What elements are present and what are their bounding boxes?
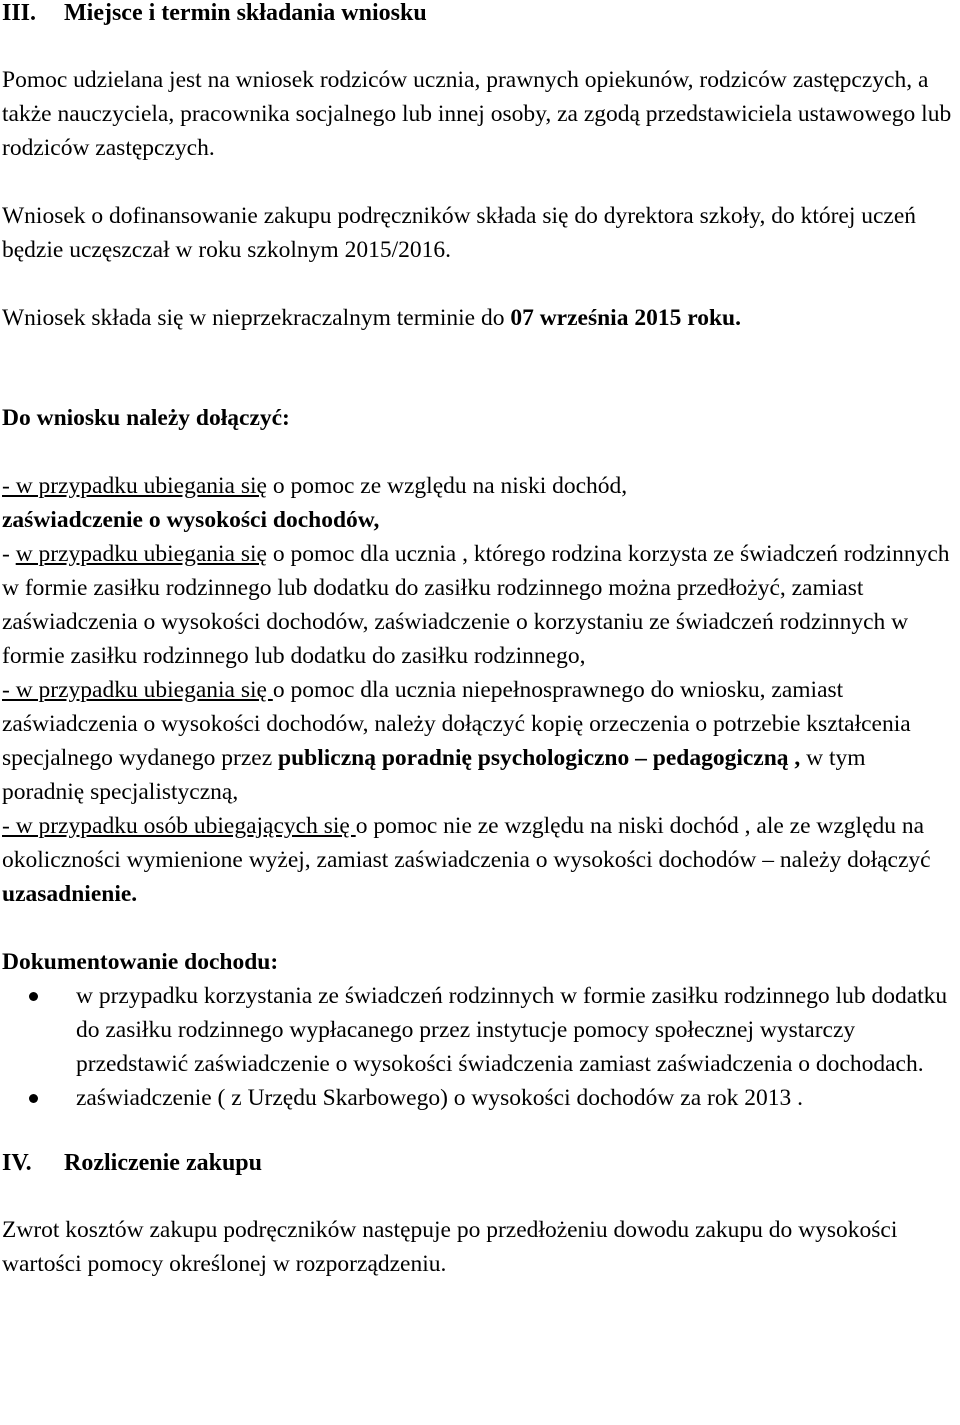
attachments-heading: Do wniosku należy dołączyć: <box>2 405 290 431</box>
deadline-date: 07 września 2015 roku. <box>510 305 741 331</box>
section-heading-iii <box>2 0 952 30</box>
attachment-item: - w przypadku osób ubiegających się o pomoc nie ze względu na niski dochód , ale ze względu na okoliczności wymienione wyżej, zamiast zaświadczenia o wysokości dochodów – należy dołączyć uzasadnienie. <box>2 813 931 907</box>
attachment-item: - w przypadku ubiegania się o pomoc dla ucznia , którego rodzina korzysta ze świadczeń rodzinnych w formie zasiłku rodzinnego lub dodatku do zasiłku rodzinnego można przedłożyć, zamiast zaświadczenia o wysokości dochodów, zaświadczenie o korzystaniu ze świadczeń rodzinnych w formie zasiłku rodzinnego lub dodatku do zasiłku rodzinnego, <box>2 541 950 669</box>
list-item: zaświadczenie ( z Urzędu Skarbowego) o wysokości dochodów za rok 2013 . <box>2 1081 952 1115</box>
section-number: III. <box>2 0 37 26</box>
list-item: w przypadku korzystania ze świadczeń rodzinnych w formie zasiłku rodzinnego lub dodatku do zasiłku rodzinnego wypłacanego przez instytucje pomocy społecznej wystarczy przedstawić zaświadczenie o wysokości świadczenia zamiast zaświadczenia o dochodach. <box>2 979 952 1081</box>
income-heading: Dokumentowanie dochodu: <box>2 949 279 975</box>
section-heading-iv <box>2 1146 952 1180</box>
paragraph-who-applies: Pomoc udzielana jest na wniosek rodziców ucznia, prawnych opiekunów, rodziców zastępczych, a także nauczyciela, pracownika socjalnego lub innej osoby, za zgodą przedstawiciela ustawowego lub rodziców zastępczych. <box>2 67 952 161</box>
attachment-item: - w przypadku ubiegania się o pomoc dla ucznia niepełnosprawnego do wniosku, zamiast zaświadczenia o wysokości dochodów, należy dołączyć kopię orzeczenia o potrzebie kształcenia specjalnego wydanego przez publiczną poradnię psychologiczno – pedagogiczną , w tym poradnię specjalistyczną, <box>2 677 911 805</box>
paragraph-where-submit: Wniosek o dofinansowanie zakupu podręczników składa się do dyrektora szkoły, do której uczeń będzie uczęszczał w roku szkolnym 2015/2016. <box>2 203 917 263</box>
section-title: Rozliczenie zakupu <box>64 1150 262 1176</box>
paragraph-reimbursement: Zwrot kosztów zakupu podręczników następuje po przedłożeniu dowodu zakupu do wysokości wartości pomocy określonej w rozporządzeniu. <box>2 1217 898 1277</box>
section-number: IV. <box>2 1150 32 1176</box>
attachments-list <box>2 469 952 911</box>
paragraph-deadline: Wniosek składa się w nieprzekraczalnym terminie do 07 września 2015 roku. <box>2 305 741 331</box>
bullet-icon <box>29 1094 38 1103</box>
section-title: Miejsce i termin składania wniosku <box>64 0 427 26</box>
bullet-icon <box>29 992 38 1001</box>
attachment-item: - w przypadku ubiegania się o pomoc ze względu na niski dochód, zaświadczenie o wysokości dochodów, <box>2 473 628 533</box>
income-bullet-list <box>2 979 952 1115</box>
